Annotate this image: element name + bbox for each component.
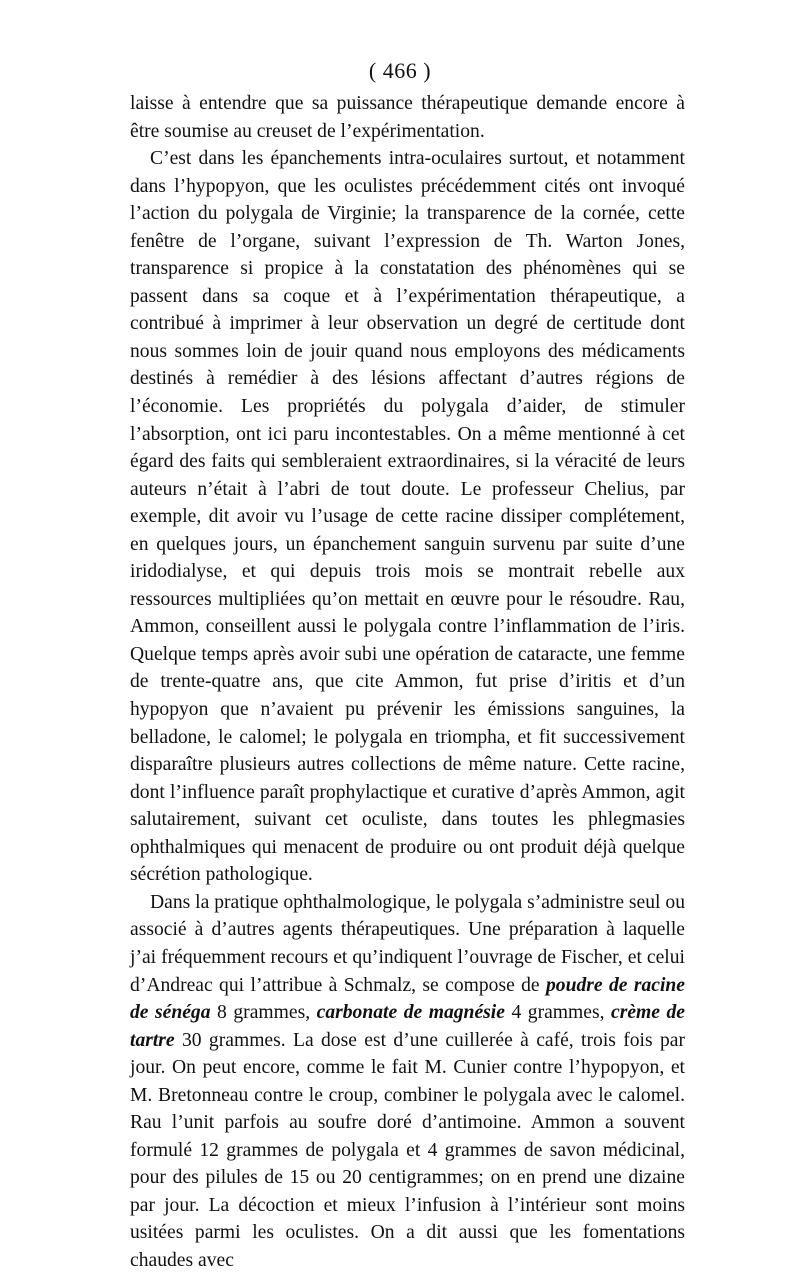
- paragraph: [130, 145, 685, 889]
- page-number: ( 466 ): [368, 58, 432, 83]
- paragraph: [130, 90, 685, 145]
- paragraph: [130, 889, 685, 1275]
- text-segment: 4 grammes,: [504, 1002, 612, 1024]
- text-segment: laisse à entendre que sa puissance thérapeutique demande encore à être soumise au creuset de l’expérimentation.: [130, 93, 685, 142]
- body-text: [130, 90, 685, 1275]
- text-segment: 30 grammes. La dose est d’une cuillerée à café, trois fois par jour. On peut encore, comme le fait M. Cunier contre l’hypopyon, et M. Bretonneau contre le croup, combiner le polygala avec le calomel. Rau l’unit parfois au soufre doré d’antimoine. Ammon a souvent formulé 12 grammes de polygala et 4 grammes de savon médicinal, pour des pilules de 15 ou 20 centigrammes; on en prend une dizaine par jour. La décoction et mieux l’infusion à l’intérieur sont moins usitées parmi les oculistes. On a dit aussi que les fomentations chaudes avec: [130, 1029, 685, 1271]
- italic-term: crème de tartre: [130, 1002, 685, 1051]
- text-segment: 8 grammes,: [210, 1002, 317, 1024]
- text-segment: C’est dans les épanchements intra-oculaires surtout, et notamment dans l’hypopyon, que les oculistes précédemment cités ont invoqué l’action du polygala de Virginie; la transparence de la cornée, cette fenêtre de l’organe, suivant l’expression de Th. Warton Jones, transparence si propice à la constatation des phénomènes qui se passent dans sa coque et à l’expérimentation thérapeutique, a contribué à imprimer à leur observation un degré de certitude dont nous sommes loin de jouir quand nous employons des médicaments destinés à remédier à des lésions affectant d’autres régions de l’économie. Les propriétés du polygala d’aider, de stimuler l’absorption, ont ici paru incontestables. On a même mentionné à cet égard des faits qui sembleraient extraordinaires, si la véracité de leurs auteurs n’était à l’abri de tout doute. Le professeur Chelius, par exemple, dit avoir vu l’usage de cette racine dissiper complétement, en quelques jours, un épanchement sanguin survenu par suite d’une iridodialyse, et qui depuis trois mois se montrait rebelle aux ressources multipliées qu’on mettait en œuvre pour le résoudre. Rau, Ammon, conseillent aussi le polygala contre l’inflammation de l’iris. Quelque temps après avoir subi une opération de cataracte, une femme de trente-quatre ans, que cite Ammon, fut prise d’iritis et d’un hypopyon que n’avaient pu prévenir les émissions sanguines, la belladone, le calomel; le polygala en triompha, et fit successivement disparaître plusieurs autres collections de même nature. Cette racine, dont l’influence paraît prophylactique et curative d’après Ammon, agit salutairement, suivant cet oculiste, dans toutes les phlegmasies ophthalmiques qui menacent de produire ou ont produit déjà quelque sécrétion pathologique.: [130, 148, 685, 886]
- text-segment: Dans la pratique ophthalmologique, le polygala s’administre seul ou associé à d’autres agents thérapeutiques. Une préparation à laquelle j’ai fréquemment recours et qu’indiquent l’ouvrage de Fischer, et celui d’Andreac qui l’attribue à Schmalz, se compose de: [130, 891, 685, 996]
- italic-term: poudre de racine de sénéga: [130, 974, 685, 1024]
- italic-term: carbonate de magnésie: [316, 1002, 505, 1024]
